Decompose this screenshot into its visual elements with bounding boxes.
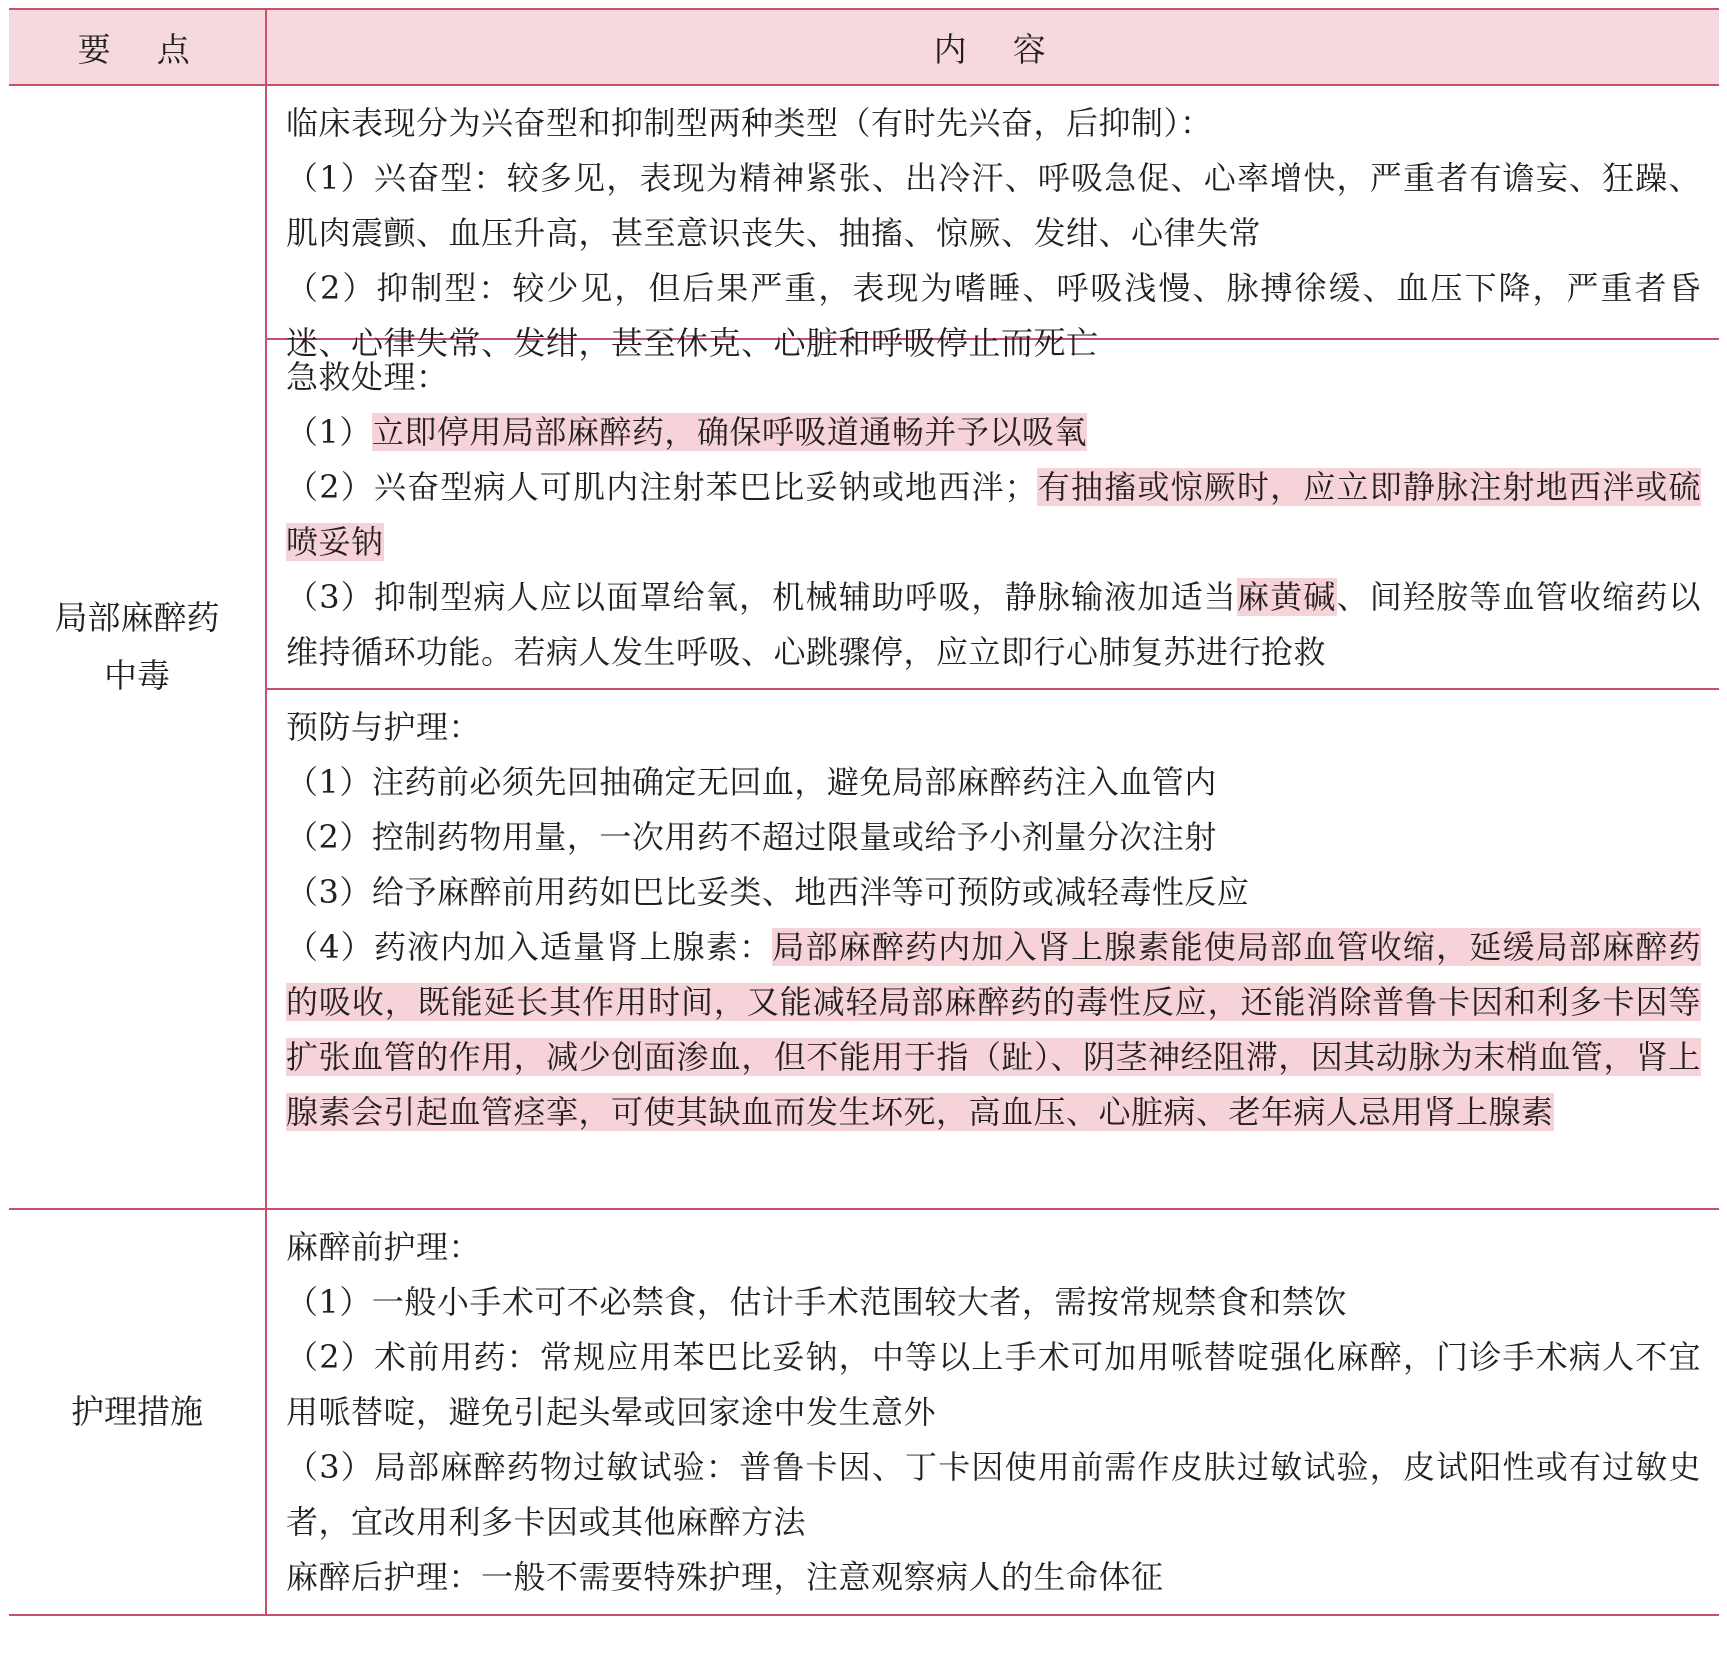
text-segment: （1）一般小手术可不必禁食，估计手术范围较大者，需按常规禁食和禁饮 xyxy=(286,1283,1347,1321)
text-segment: 急救处理： xyxy=(286,358,449,396)
cell-prevention-care xyxy=(267,690,1719,1208)
text-segment: （2）兴奋型病人可肌内注射苯巴比妥钠或地西泮； xyxy=(286,468,1038,506)
text-segment: （2）抑制型：较少见，但后果严重，表现为嗜睡、呼吸浅慢、脉搏徐缓、血压下降，严重者昏迷、心律失常、发绀，甚至休克、心脏和呼吸停止而死亡 xyxy=(286,269,1701,362)
text-segment: （2）控制药物用量，一次用药不超过限量或给予小剂量分次注射 xyxy=(286,818,1217,856)
paragraph-line xyxy=(286,755,1701,810)
text-segment: 麻醉后护理：一般不需要特殊护理，注意观察病人的生命体征 xyxy=(286,1558,1164,1596)
paragraph-line xyxy=(286,570,1701,680)
group-cells xyxy=(267,1210,1719,1614)
cell-clinical-manifestation xyxy=(267,86,1719,362)
text-segment: 预防与护理： xyxy=(286,708,482,746)
text-segment: （3）抑制型病人应以面罩给氧，机械辅助呼吸，静脉输液加适当 xyxy=(286,578,1237,616)
paragraph-line xyxy=(286,151,1701,261)
paragraph-line xyxy=(286,1550,1701,1605)
text-segment: （2）术前用药：常规应用苯巴比妥钠，中等以上手术可加用哌替啶强化麻醉，门诊手术病人不宜用哌替啶，避免引起头晕或回家途中发生意外 xyxy=(286,1338,1701,1431)
paragraph-line xyxy=(286,1440,1701,1550)
content-table xyxy=(9,8,1719,1616)
text-segment: （4）药液内加入适量肾上腺素： xyxy=(286,928,773,966)
group-label: 局部麻醉药中毒 xyxy=(9,86,267,1208)
text-segment: （3）局部麻醉药物过敏试验：普鲁卡因、丁卡因使用前需作皮肤过敏试验，皮试阳性或有过敏史者，宜改用利多卡因或其他麻醉方法 xyxy=(286,1448,1701,1541)
group-nursing-measures xyxy=(9,1210,1719,1614)
cell-nursing-care xyxy=(267,1210,1719,1614)
header-content: 内 容 xyxy=(933,29,1053,69)
cell-emergency-treatment xyxy=(267,340,1719,690)
text-segment: 临床表现分为兴奋型和抑制型两种类型（有时先兴奋，后抑制）： xyxy=(286,104,1213,142)
paragraph-line xyxy=(286,460,1701,570)
highlighted-text: 立即停用局部麻醉药，确保呼吸道通畅并予以吸氧 xyxy=(371,413,1087,451)
text-segment: （3）给予麻醉前用药如巴比妥类、地西泮等可预防或减轻毒性反应 xyxy=(286,873,1250,911)
text-segment: （1）注药前必须先回抽确定无回血，避免局部麻醉药注入血管内 xyxy=(286,763,1217,801)
group-label: 护理措施 xyxy=(9,1210,267,1614)
table-header xyxy=(9,10,1719,86)
paragraph-line xyxy=(286,810,1701,865)
text-segment: 麻醉前护理： xyxy=(286,1228,482,1266)
text-segment: （1）兴奋型：较多见，表现为精神紧张、出冷汗、呼吸急促、心率增快，严重者有谵妄、狂躁、肌肉震颤、血压升高，甚至意识丧失、抽搐、惊厥、发绀、心律失常 xyxy=(286,159,1701,252)
paragraph-line xyxy=(286,1220,1701,1275)
paragraph-line xyxy=(286,865,1701,920)
highlighted-text: 局部麻醉药内加入肾上腺素能使局部血管收缩，延缓局部麻醉药的吸收，既能延长其作用时间，又能减轻局部麻醉药的毒性反应，还能消除普鲁卡因和利多卡因等扩张血管的作用，减少创面渗血，但不能用于指（趾）、阴茎神经阻滞，因其动脉为末梢血管，肾上腺素会引起血管痉挛，可使其缺血而发生坏死，高血压、心脏病、老年病人忌用肾上腺素 xyxy=(286,928,1701,1131)
text-segment: 、间羟胺等血管收缩药以维持循环功能。若病人发生呼吸、心跳骤停，应立即行心肺复苏进行抢救 xyxy=(286,578,1701,671)
highlighted-text: 麻黄碱 xyxy=(1236,578,1337,616)
group-anesthetic-toxicity xyxy=(9,86,1719,1210)
highlighted-text: 有抽搐或惊厥时，应立即静脉注射地西泮或硫喷妥钠 xyxy=(286,468,1701,561)
paragraph-line xyxy=(286,405,1701,460)
paragraph-line xyxy=(286,1330,1701,1440)
paragraph-line xyxy=(286,1275,1701,1330)
paragraph-line xyxy=(286,920,1701,1140)
group-cells xyxy=(267,86,1719,1208)
paragraph-line xyxy=(286,700,1701,755)
text-segment: （1） xyxy=(286,413,372,451)
paragraph-line xyxy=(286,96,1701,151)
header-key-points: 要 点 xyxy=(9,10,267,84)
